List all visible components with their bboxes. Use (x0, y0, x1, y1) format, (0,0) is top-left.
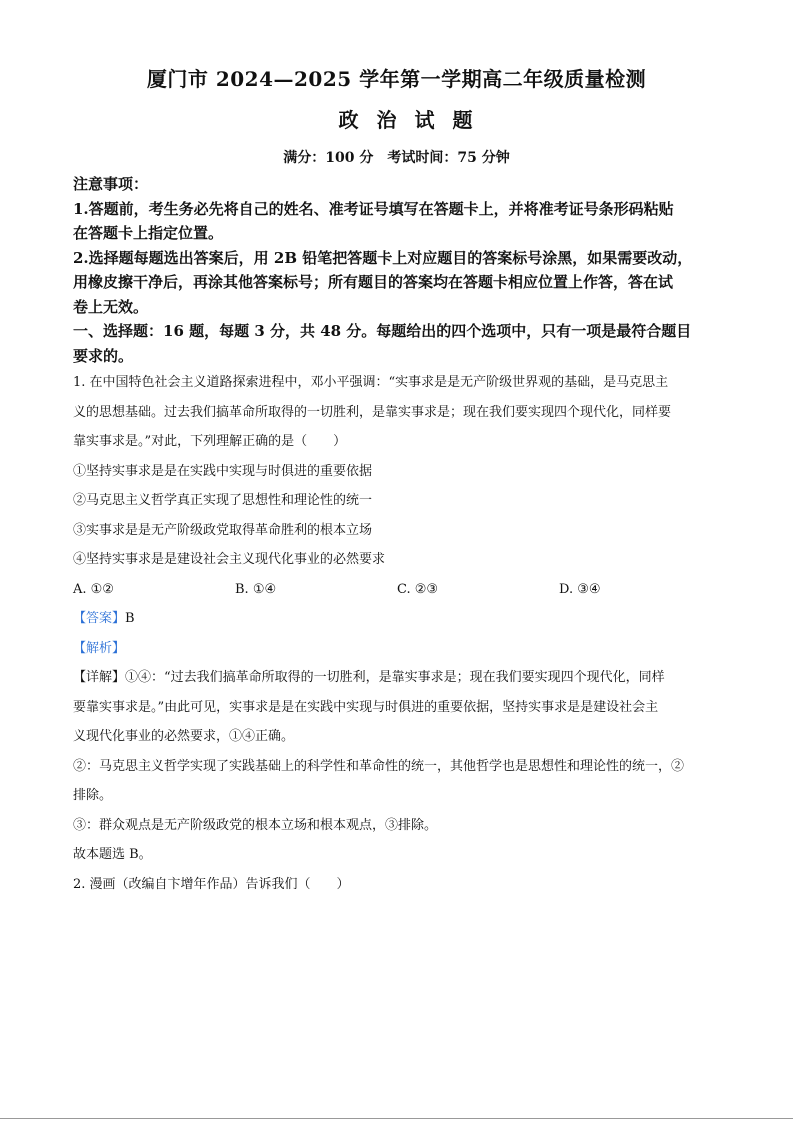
instruction-line: 卷上无效。 (73, 297, 149, 316)
page-bottom-rule (0, 1118, 793, 1119)
analysis-text: 排除。 (73, 788, 113, 803)
subject-title: 政治试题 (338, 108, 491, 132)
instruction-line: 1.答题前，考生务必先将自己的姓名、准考证号填写在答题卡上，并将准考证号条形码粘贴 (73, 199, 674, 218)
instructions (73, 172, 723, 368)
question-1 (73, 368, 723, 899)
detail-tag: 【详解】 (73, 670, 126, 685)
question-stem: 1. 在中国特色社会主义道路探索进程中，邓小平强调：“实事求是是无产阶级世界观的基础，是马克思主 (73, 375, 669, 390)
option-a: A. ①② (73, 581, 114, 597)
statement-item: ①坚持实事求是是在实践中实现与时俱进的重要依据 (73, 463, 373, 479)
analysis-text: 要靠实事求是。”由此可见，实事求是是在实践中实现与时俱进的重要依据，坚持实事求是是建设社会主 (73, 699, 659, 715)
instruction-line: 2.选择题每题选出答案后，用 2B 铅笔把答题卡上对应题目的答案标号涂黑，如果需要改动， (73, 248, 693, 267)
section-heading: 要求的。 (73, 346, 134, 365)
answer-line (73, 604, 723, 634)
exam-meta: 满分：100 分 考试时间：75 分钟 (283, 150, 510, 166)
question-2-stem: 2. 漫画（改编自卞增年作品）告诉我们（ ） (73, 876, 350, 892)
statement-item: ④坚持实事求是是建设社会主义现代化事业的必然要求 (73, 552, 386, 567)
instructions-heading: 注意事项： (73, 175, 149, 193)
instruction-line: 用橡皮擦干净后，再涂其他答案标号；所有题目的答案均在答题卡相应位置上作答，答在试 (73, 273, 674, 291)
analysis-line (73, 663, 723, 693)
statement-item: ②马克思主义哲学真正实现了思想性和理论性的统一 (73, 493, 373, 508)
statement-item: ③实事求是是无产阶级政党取得革命胜利的根本立场 (73, 522, 373, 538)
section-heading: 一、选择题：16 题，每题 3 分，共 48 分。每题给出的四个选项中，只有一项是最符合题目 (73, 322, 692, 340)
question-stem: 义的思想基础。过去我们搞革命所取得的一切胜利，是靠实事求是；现在我们要实现四个现代化，同样要 (73, 404, 672, 420)
analysis-text: 义现代化事业的必然要求，①④正确。 (73, 729, 295, 744)
answer-tag: 【答案】 (73, 611, 126, 626)
question-stem: 靠实事求是。”对此，下列理解正确的是（ ） (73, 434, 347, 449)
option-b: B. ①④ (235, 581, 277, 597)
instruction-line: 在答题卡上指定位置。 (73, 224, 224, 242)
analysis-text: ③：群众观点是无产阶级政党的根本立场和根本观点，③排除。 (73, 817, 438, 833)
option-c: C. ②③ (397, 581, 439, 597)
answer-value: B (125, 611, 135, 626)
analysis-text: ②：马克思主义哲学实现了实践基础上的科学性和革命性的统一，其他哲学也是思想性和理论性的统一，② (73, 758, 685, 774)
analysis-text: 故本题选 B。 (73, 847, 152, 862)
exam-title: 厦门市 2024—2025 学年第一学期高二年级质量检测 (146, 67, 647, 91)
option-d: D. ③④ (559, 581, 601, 597)
answer-options (73, 575, 723, 605)
analysis-tag: 【解析】 (73, 640, 126, 656)
analysis-text: ①④：“过去我们搞革命所取得的一切胜利，是靠实事求是；现在我们要实现四个现代化，同样 (125, 670, 665, 685)
